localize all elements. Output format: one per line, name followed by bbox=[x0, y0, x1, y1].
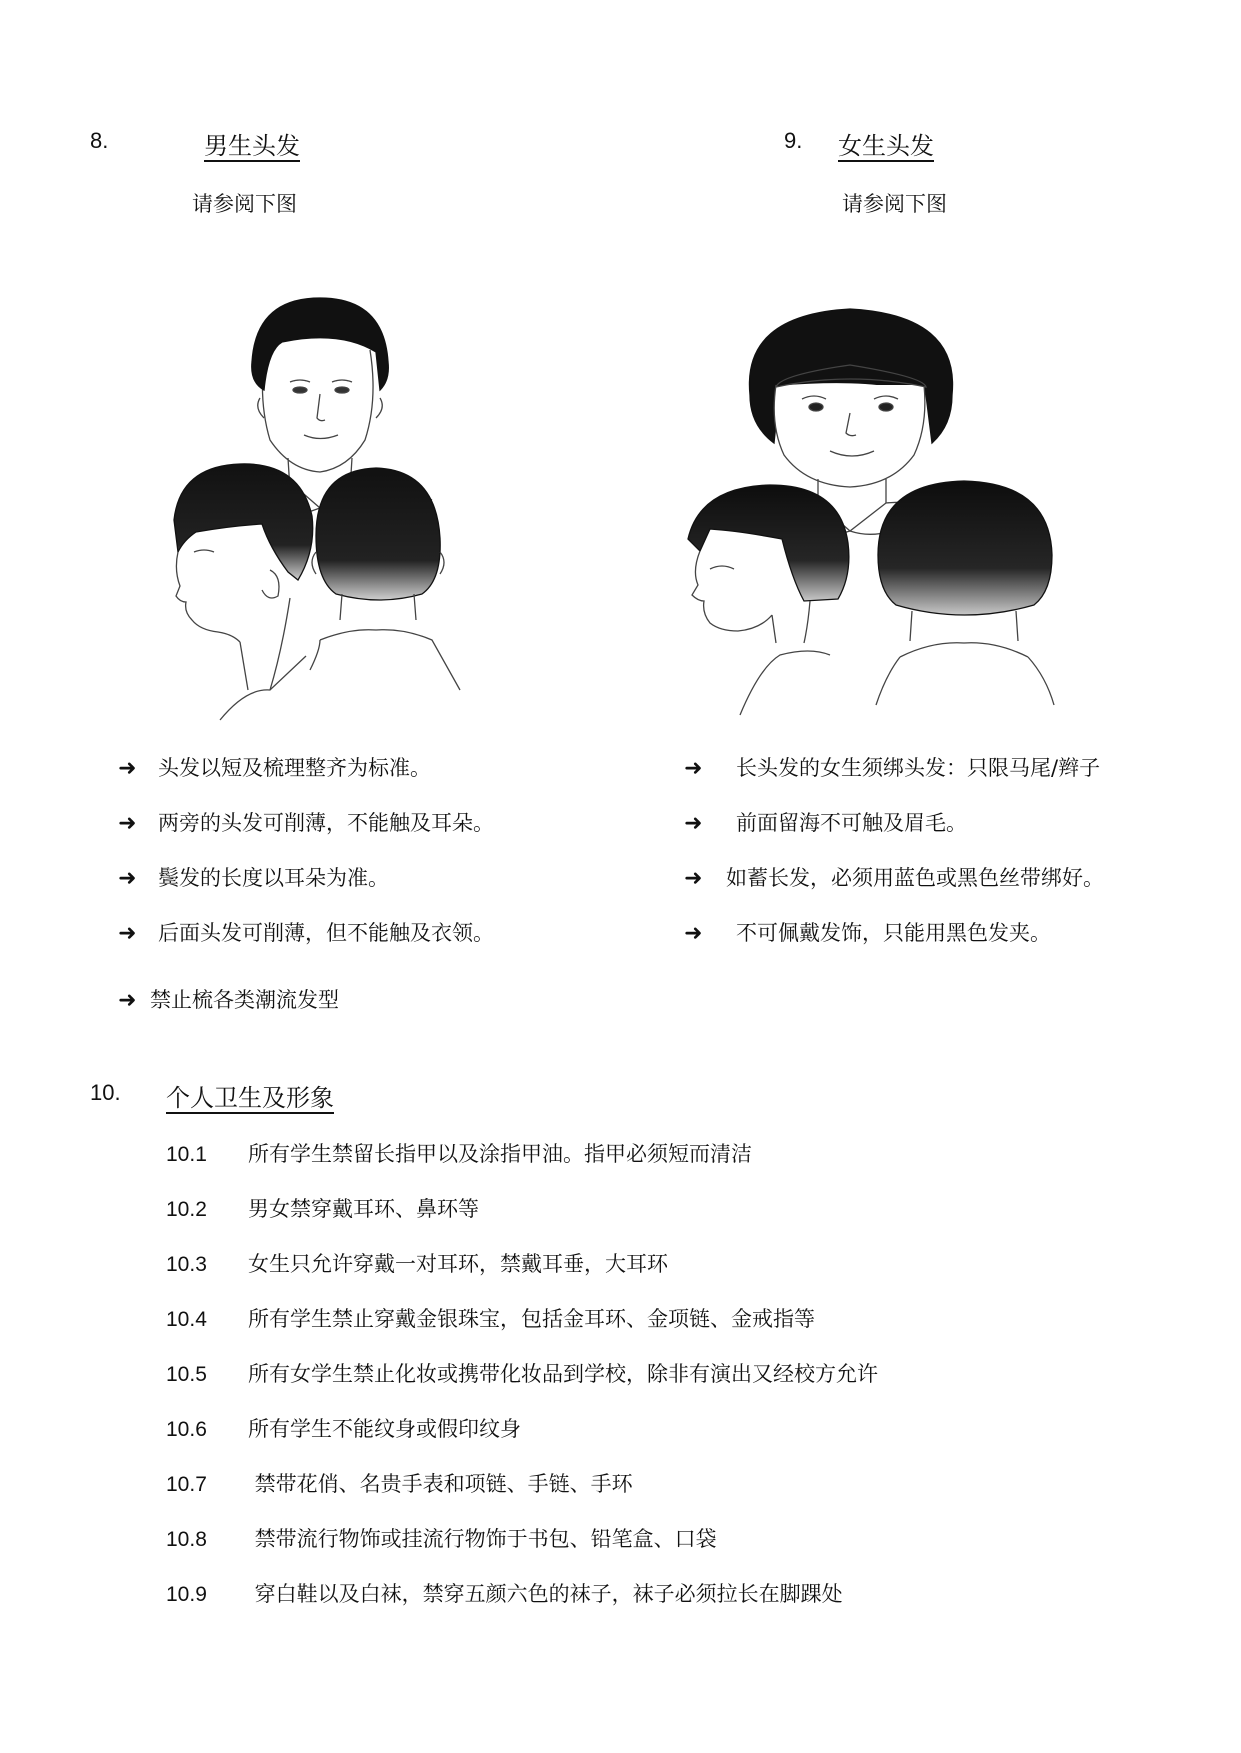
girls-side-view bbox=[688, 485, 849, 715]
boys-side-view bbox=[174, 464, 313, 720]
arrow-icon: ➜ bbox=[118, 811, 137, 836]
hygiene-item: 10.1 所有学生禁留长指甲以及涂指甲油。指甲必须短而清洁 bbox=[166, 1142, 752, 1166]
boys-bullet: ➜ 头发以短及梳理整齐为标准。 bbox=[118, 756, 431, 781]
boys-section-number: 8. bbox=[90, 128, 109, 153]
arrow-icon: ➜ bbox=[118, 866, 137, 891]
hygiene-item: 10.8 禁带流行物饰或挂流行物饰于书包、铅笔盒、口袋 bbox=[166, 1527, 717, 1551]
arrow-icon: ➜ bbox=[684, 866, 703, 891]
girls-bullet: ➜ 前面留海不可触及眉毛。 bbox=[684, 811, 967, 836]
hygiene-item: 10.5 所有女学生禁止化妆或携带化妆品到学校，除非有演出又经校方允许 bbox=[166, 1362, 878, 1386]
girls-section-title: 女生头发 bbox=[838, 132, 934, 160]
hygiene-section-title: 个人卫生及形象 bbox=[166, 1084, 334, 1112]
girls-hairstyle-illustration bbox=[680, 295, 1100, 715]
hygiene-item: 10.2 男女禁穿戴耳环、鼻环等 bbox=[166, 1197, 479, 1221]
boys-back-view bbox=[310, 468, 460, 690]
hygiene-item: 10.4 所有学生禁止穿戴金银珠宝，包括金耳环、金项链、金戒指等 bbox=[166, 1307, 815, 1331]
arrow-icon: ➜ bbox=[118, 756, 137, 781]
girls-bullet: ➜ 长头发的女生须绑头发：只限马尾/辫子 bbox=[684, 756, 1101, 781]
arrow-icon: ➜ bbox=[684, 811, 703, 836]
girls-section-number: 9. bbox=[784, 128, 803, 153]
boys-bullet: ➜ 两旁的头发可削薄，不能触及耳朵。 bbox=[118, 811, 494, 836]
arrow-icon: ➜ bbox=[118, 921, 137, 946]
girls-bullet: ➜ 不可佩戴发饰，只能用黑色发夹。 bbox=[684, 921, 1051, 946]
arrow-icon: ➜ bbox=[684, 921, 703, 946]
hygiene-item: 10.6 所有学生不能纹身或假印纹身 bbox=[166, 1417, 521, 1441]
boys-hairstyle-illustration bbox=[170, 290, 490, 720]
boys-bullet: ➜ 鬓发的长度以耳朵为准。 bbox=[118, 866, 389, 891]
hygiene-item: 10.3 女生只允许穿戴一对耳环，禁戴耳垂，大耳环 bbox=[166, 1252, 668, 1276]
hygiene-item: 10.7 禁带花俏、名贵手表和项链、手链、手环 bbox=[166, 1472, 633, 1496]
hygiene-section-number: 10. bbox=[90, 1080, 121, 1105]
arrow-icon: ➜ bbox=[684, 756, 703, 781]
girls-subtitle: 请参阅下图 bbox=[842, 192, 947, 216]
boys-bullet: ➜ 后面头发可削薄，但不能触及衣领。 bbox=[118, 921, 494, 946]
boys-subtitle: 请参阅下图 bbox=[192, 192, 297, 216]
hygiene-item: 10.9 穿白鞋以及白袜，禁穿五颜六色的袜子，袜子必须拉长在脚踝处 bbox=[166, 1582, 843, 1606]
boys-section-title: 男生头发 bbox=[204, 132, 300, 160]
girls-back-view bbox=[876, 481, 1054, 705]
boys-bullet: ➜ 禁止梳各类潮流发型 bbox=[118, 988, 339, 1013]
girls-bullet: ➜ 如蓄长发，必须用蓝色或黑色丝带绑好。 bbox=[684, 866, 1104, 891]
arrow-icon: ➜ bbox=[118, 988, 137, 1013]
